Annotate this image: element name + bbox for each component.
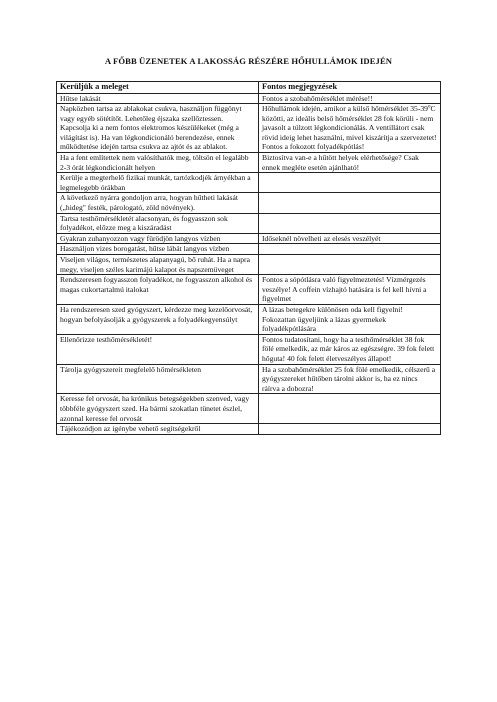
row-right-cell: Fontos a szobahőmérséklet mérése!! [259,93,441,104]
table-row [57,193,441,213]
row-right-cell: Fontos tudatosítani, hogy ha a testhőmérséklet 38 fok fölé emelkedik, az már káros az egészségre. 39 fok felett hőguta! 40 fok felett életveszélyes állapot! [259,334,441,364]
table-row [57,394,441,424]
table-row [57,153,441,173]
table-row [57,104,441,153]
table-row [57,213,441,233]
row-right-cell [259,173,441,193]
row-right-cell [259,244,441,255]
row-right-cell [259,104,441,153]
row-left-cell: Ha rendszeresen szed gyógyszert, kérdezze meg kezelőorvosát, hogyan befolyásolják a gyógyszerek a folyadékegyensúlyt [57,304,259,334]
row-left-cell: A következő nyárra gondoljon arra, hogyan hűtheti lakását („hideg" festék, párologató, zöld növények). [57,193,259,213]
row-right-cell [259,193,441,213]
row-left-cell: Ellenőrizze testhőmérsékletét! [57,334,259,364]
row-right-cell: Fontos a sópótlásra való figyelmeztetés! Vízmérgezés veszélye! A coffein vízhajtó hatására is fel kell hívni a figyelmet [259,275,441,305]
header-right: Fontos megjegyzések [259,82,441,94]
header-left: Kerüljük a meleget [57,82,259,94]
table-row [57,255,441,275]
cell-text-part: C közötti, az ideális belső hőmérséklet 28 fok körüli - nem javasolt a túlzott légkondicionálás. A ventillátort csak rövid ideig lehet használni, mivel kiszárítja a szervezetet! Fontos a fokozott folyadékpótlás! [262,104,437,152]
row-right-cell: Időseknél növelheti az elesés veszélyét [259,233,441,244]
row-right-cell [259,255,441,275]
heatwave-messages-table [56,81,441,435]
page-title: A FŐBB ÜZENETEK A LAKOSSÁG RÉSZÉRE HŐHULLÁMOK IDEJÉN [104,56,393,66]
row-left-cell: Viseljen világos, természetes alapanyagú, bő ruhát. Ha a napra megy, viseljen széles karimájú kalapot és napszemüveget [57,255,259,275]
row-left-cell: Keresse fel orvosát, ha krónikus betegségekben szenved, vagy többféle gyógyszert szed. Ha bármi szokatlan tünetet észlel, azonnal keresse fel orvosát [57,394,259,424]
table-row [57,424,441,435]
row-left-cell: Kerülje a megterhelő fizikai munkát, tartózkodjék árnyékban a legmelegebb órákban [57,173,259,193]
row-left-cell: Használjon vizes borogatást, hűtse lábát langyos vízben [57,244,259,255]
row-right-cell: A lázas betegekre különösen oda kell figyelni! Fokozattan ügyeljünk a lázas gyermekek folyadékpótlására [259,304,441,334]
table-header-row [57,82,441,94]
row-right-cell [259,394,441,424]
row-left-cell: Rendszeresen fogyasszon folyadékot, ne fogyasszon alkohol és magas cukortartalmú italokat [57,275,259,305]
table-row [57,93,441,104]
table-row [57,334,441,364]
row-left-cell: Tartsa testhőmérsékletét alacsonyan, és fogyasszon sok folyadékot, előzze meg a kiszáradást [57,213,259,233]
row-left-cell: Tárolja gyógyszereit megfelelő hőmérsékleten [57,364,259,394]
table-row [57,275,441,305]
row-left-cell: Tájékozódjon az igénybe vehető segítségekről [57,424,259,435]
row-left-cell: Ha a fent említettek nem valósíthatók meg, töltsön el legalább 2-3 órát légkondicionált helyen [57,153,259,173]
table-row [57,233,441,244]
cell-text-part: Hőhullámok idején, amikor a külső hőmérséklet 35-39 [262,104,428,114]
row-left-cell: Napközben tartsa az ablakokat csukva, használjon függönyt vagy egyéb sötétítőt. Lehetőleg éjszaka szellőztessen. Kapcsolja ki a nem fontos elektromos készülékeket (még a világítást is). Ha van légkondicionáló berendezése, ennek működtetése idején tartsa csukva az ajtót és az ablakot. [57,104,259,153]
row-left-cell: Hűtse lakását [57,93,259,104]
row-right-cell: Biztosítva van-e a hűtött helyek elérhetősége? Csak ennek megléte esetén ajánlható! [259,153,441,173]
table-row [57,364,441,394]
table-row [57,244,441,255]
table-row [57,173,441,193]
row-right-cell [259,424,441,435]
degree-superscript: o [427,104,431,110]
row-right-cell [259,213,441,233]
table-row [57,304,441,334]
row-right-cell: Ha a szobahőmérséklet 25 fok fölé emelkedik, célszerű a gyógyszereket hűtőben tárolni akkor is, ha ez nincs ráírva a dobozra! [259,364,441,394]
row-left-cell: Gyakran zuhanyozzon vagy fürödjön langyos vízben [57,233,259,244]
